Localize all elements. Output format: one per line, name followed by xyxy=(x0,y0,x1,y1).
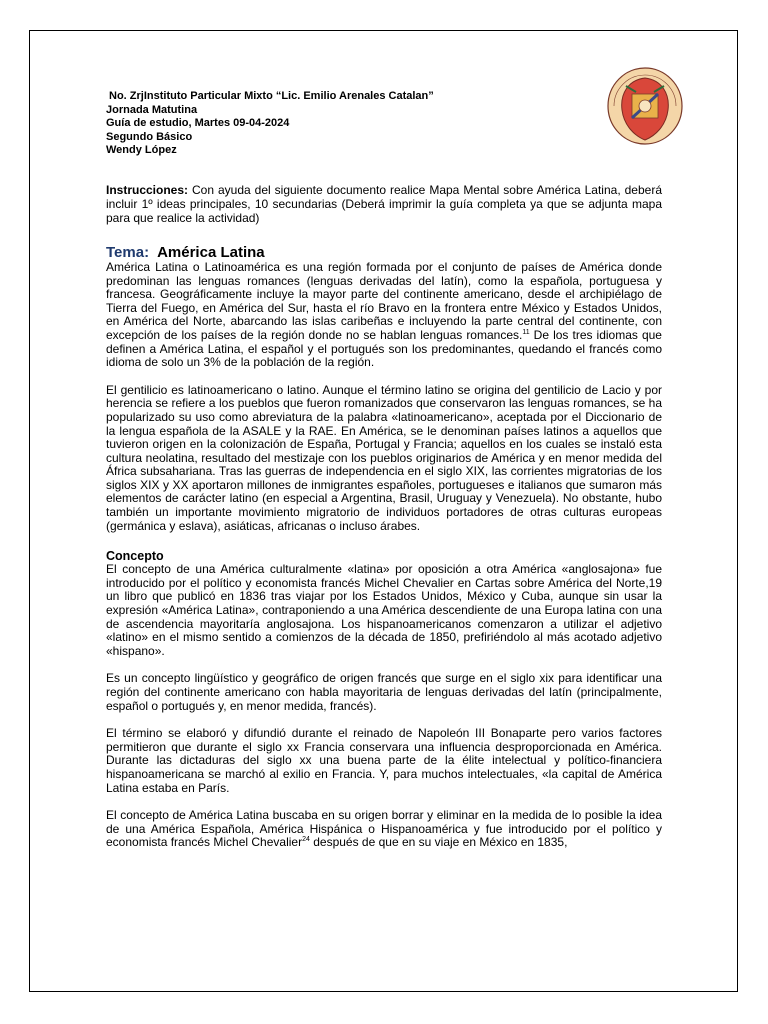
instructions-label: Instrucciones: xyxy=(106,182,189,197)
grade: Segundo Básico xyxy=(106,130,193,143)
footnote-ref-24: 24 xyxy=(302,836,310,844)
teacher-name: Wendy López xyxy=(106,144,177,157)
study-guide-date: Guía de estudio, Martes 09-04-2024 xyxy=(106,117,290,130)
section-heading-concepto: Concepto xyxy=(106,549,164,564)
document-header xyxy=(106,90,662,158)
document-content xyxy=(106,90,662,850)
paragraph-intro xyxy=(106,261,662,370)
paragraph-concepto-4-text-a: El concepto de América Latina buscaba en su origen borrar y eliminar en la medida de lo posible la idea de una América Española, América Hispánica o Hispanoamérica y fue introducido por el político y economista francés Michel Chevalier xyxy=(106,808,662,850)
paragraph-concepto-3: El término se elaboró y difundió durante el reinado de Napoleón III Bonaparte pero varios factores permitieron que durante el siglo xx Francia conservara una influencia desproporcionada en América. Durante las dictaduras del siglo xx una buena parte de la élite intelectual y político-financiera hispanoamericana se marchó al exilio en Francia. Y, para muchos intelectuales, «la capital de América Latina estaba en París. xyxy=(106,726,662,795)
topic-title: América Latina xyxy=(157,243,265,261)
instructions-text: Con ayuda del siguiente documento realice Mapa Mental sobre América Latina, deberá incluir 1º ideas principales, 10 secundarias (Deberá imprimir la guía completa ya que se adjunta mapa para que realice la actividad) xyxy=(106,182,662,225)
paragraph-intro-text-a: América Latina o Latinoamérica es una región formada por el conjunto de países de América donde predominan las lenguas romances (lenguas derivadas del latín), como la española, portuguesa y francesa. Geográficamente incluye la mayor parte del continente americano, desde el archipiélago de Tierra del Fuego, en América del Sur, hasta el río Bravo en la frontera entre México y Estados Unidos, en América del Norte, abarcando las islas caribeñas e incluyendo la parte central del continente, con excepción de los países de la región donde no se hablan lenguas romances. xyxy=(106,259,662,342)
paragraph-gentilicio: El gentilicio es latinoamericano o latino. Aunque el término latino se origina del gentilicio de Lacio y por herencia se refiere a los pueblos que fueron romanizados que conservaron las lenguas romances, se ha popularizado su uso como abreviatura de la palabra «latinoamericano», aceptada por el Diccionario de la lengua española de la ASALE y la RAE. En América, se le denominan países latinos a aquellos que tuvieron origen en la colonización de España, Portugal y Francia; aquellos en los cuales se instaló esta cultura neolatina, resultado del mestizaje con los pueblos originarios de América y en menor medida del África subsahariana. Tras las guerras de independencia en el siglo XIX, las corrientes migratorias de los siglos XIX y XX aportaron millones de inmigrantes españoles, portugueses e italianos que sumaron más elementos de carácter latino (en especial a Argentina, Brasil, Uruguay y Venezuela). No obstante, hubo también un importante movimiento migratorio de individuos portadores de otras culturas europeas (germánica y eslava), asiáticas, africanas o incluso árabes. xyxy=(106,382,662,533)
footnote-ref-11: 11 xyxy=(522,328,530,336)
school-name: No. ZrjInstituto Particular Mixto “Lic. Emilio Arenales Catalan” xyxy=(109,90,434,102)
paragraph-concepto-4-text-b: después de que en su viaje en México en 1835, xyxy=(309,835,568,850)
paragraph-concepto-2: Es un concepto lingüístico y geográfico de origen francés que surge en el siglo xix para identificar una región del continente americano con habla mayoritaria de lenguas derivadas del latín (principalmente, español o portugués y, en menor medida, francés). xyxy=(106,671,662,713)
topic-label: Tema: xyxy=(106,243,150,261)
paragraph-concepto-4 xyxy=(106,809,662,850)
paragraph-concepto-1: El concepto de una América culturalmente «latina» por oposición a otra América «anglosajona» fue introducido por el político y economista francés Michel Chevalier en Cartas sobre América del Norte,19 un libro que publicó en 1836 tras viajar por los Estados Unidos, México y Cuba, aunque sin usar la expresión «América Latina», contraponiendo a una América descendiente de una Europa latina con una de ascendencia mayoritaría anglosajona. Los hispanoamericanos comenzaron a utilizar el adjetivo «latino» en el mismo sentido a comienzos de la década de 1850, prefiriéndolo al más acotado adjetivo «hispano». xyxy=(106,562,662,658)
topic-heading xyxy=(106,245,662,261)
instructions xyxy=(106,183,662,225)
paragraph-intro-text-b: De los tres idiomas que definen a América Latina, el español y el portugués son los predominantes, quedando el francés como idioma de solo un 3% de la población de la región. xyxy=(106,327,662,370)
shift: Jornada Matutina xyxy=(106,103,198,116)
